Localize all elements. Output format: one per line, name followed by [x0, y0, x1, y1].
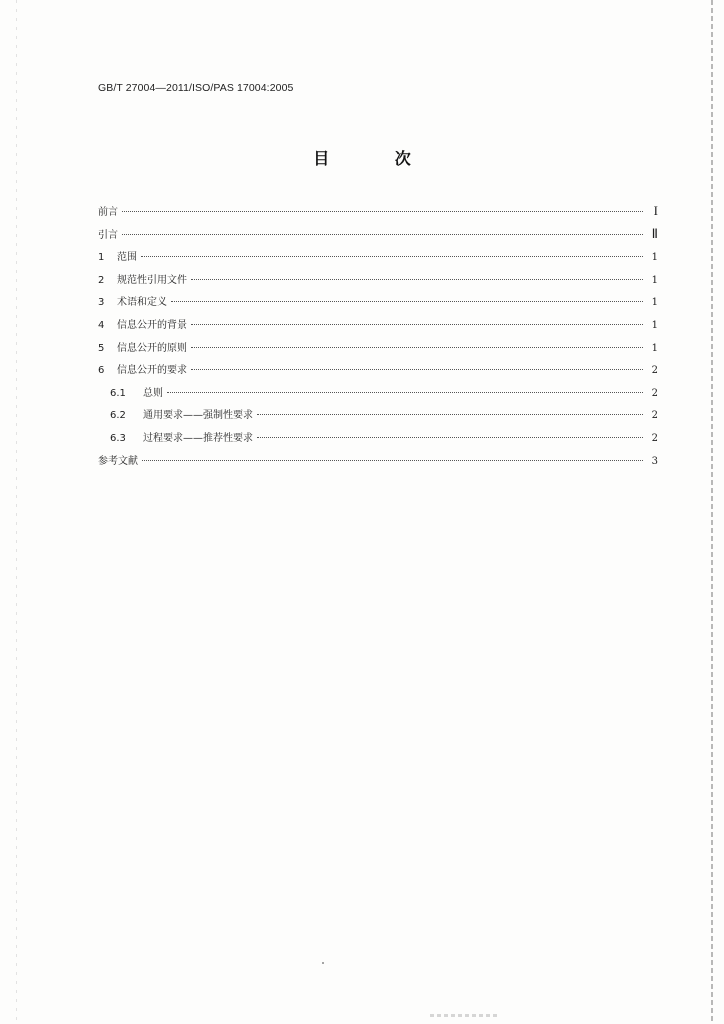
toc-entry[interactable]: [98, 248, 658, 271]
toc-dot-leader: [122, 211, 643, 212]
toc-entry-page: 2: [651, 410, 658, 422]
toc-entry[interactable]: [98, 203, 658, 226]
document-code: GB/T 27004—2011/ISO/PAS 17004:2005: [98, 82, 294, 94]
table-of-contents: [98, 203, 658, 474]
toc-entry-label: 前言: [98, 207, 118, 218]
toc-entry-page: I: [653, 203, 658, 218]
toc-entry[interactable]: [98, 271, 658, 294]
toc-entry-page: 1: [651, 252, 658, 264]
toc-entry-page: 3: [651, 455, 658, 467]
toc-entry-number: 6: [98, 365, 105, 377]
toc-entry-label: 总则: [143, 387, 163, 399]
toc-entry[interactable]: [98, 339, 658, 362]
toc-entry-page: 2: [651, 387, 658, 399]
toc-entry-page: Ⅱ: [651, 225, 658, 241]
toc-dot-leader: [257, 437, 643, 438]
toc-entry-page: 2: [651, 365, 658, 377]
toc-entry-number: 4: [98, 319, 105, 331]
toc-entry-number: 6.2: [110, 410, 126, 422]
toc-dot-leader: [191, 279, 643, 280]
toc-entry-number: 3: [98, 297, 105, 309]
toc-entry-page: 1: [651, 274, 658, 286]
toc-entry-number: 6.1: [110, 387, 126, 399]
toc-entry[interactable]: [98, 226, 658, 249]
toc-dot-leader: [257, 414, 643, 415]
toc-entry[interactable]: [98, 316, 658, 339]
toc-entry-label: 参考文献: [98, 455, 138, 467]
toc-dot-leader: [122, 234, 643, 235]
toc-entry-label: 规范性引用文件: [117, 274, 187, 286]
toc-dot-leader: [191, 324, 643, 325]
toc-entry[interactable]: [98, 361, 658, 384]
toc-entry-label: 术语和定义: [117, 297, 167, 309]
toc-entry-label: 通用要求——强制性要求: [143, 410, 253, 422]
toc-dot-leader: [191, 347, 643, 348]
toc-entry-label: 信息公开的原则: [117, 342, 187, 354]
toc-entry-label: 范围: [117, 252, 137, 264]
toc-entry-page: 1: [651, 319, 658, 331]
toc-entry[interactable]: [98, 429, 658, 452]
toc-dot-leader: [141, 256, 643, 257]
toc-dot-leader: [167, 392, 643, 393]
toc-entry[interactable]: [98, 384, 658, 407]
scan-smudge: [430, 1014, 500, 1017]
toc-entry-page: 2: [651, 432, 658, 444]
toc-entry-label: 信息公开的背景: [117, 319, 187, 331]
toc-entry-label: 过程要求——推荐性要求: [143, 432, 253, 444]
toc-entry-number: 1: [98, 252, 105, 264]
toc-entry[interactable]: [98, 293, 658, 316]
toc-entry[interactable]: [98, 406, 658, 429]
toc-entry-label: 信息公开的要求: [117, 365, 187, 377]
toc-title: 目 次: [313, 149, 441, 168]
toc-dot-leader: [191, 369, 643, 370]
toc-entry-label: 引言: [98, 229, 118, 241]
toc-entry-page: 1: [651, 342, 658, 354]
toc-entry[interactable]: [98, 452, 658, 475]
scan-speck: [322, 962, 324, 964]
toc-entry-number: 6.3: [110, 432, 126, 444]
toc-dot-leader: [171, 301, 643, 302]
toc-entry-page: 1: [651, 297, 658, 309]
toc-dot-leader: [142, 460, 643, 461]
toc-entry-number: 5: [98, 342, 105, 354]
toc-entry-number: 2: [98, 274, 105, 286]
